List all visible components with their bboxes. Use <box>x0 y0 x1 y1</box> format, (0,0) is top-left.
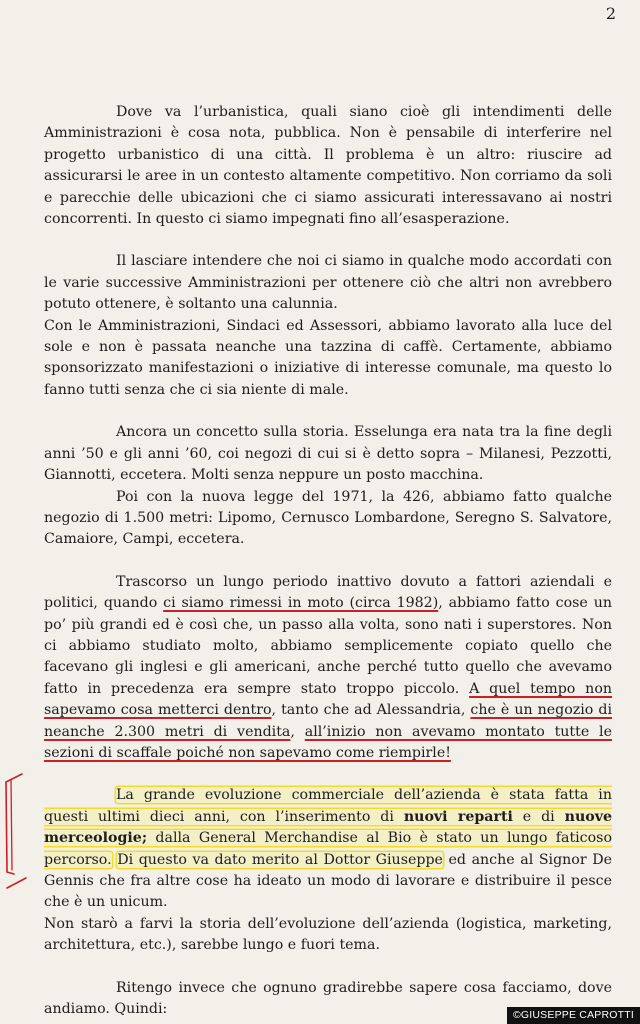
paragraph-legge-1971: Poi con la nuova legge del 1971, la 426, abbiamo fatto qualche negozio di 1.500 metri: Lipomo, Cernusco Lombardone, Seregno S. Salvatore, Camaiore, Campi, eccetera. <box>44 488 612 548</box>
red-underline-annotation: che è un negozio di neanche 2.300 metri di vendita <box>44 702 612 740</box>
bold-term: nuove merceologie; <box>44 808 612 847</box>
text-segment: e di <box>512 808 565 825</box>
paragraph-superstores <box>44 572 612 765</box>
document-body <box>44 102 612 1020</box>
paragraph-storia-azienda: Non starò a farvi la storia dell’evoluzione dell’azienda (logistica, marketing, architettura, etc.), sarebbe lungo e fuori tema. <box>44 915 612 954</box>
page-number: 2 <box>605 4 616 23</box>
text-segment: , <box>290 723 305 740</box>
text-segment: ed anche al Signor De Gennis che fra altre cose ha ideato un modo di lavorare e distribuire il pesce che è un unicum. <box>44 851 612 911</box>
yellow-highlight-annotation: Di questo va dato merito al Dottor Giuseppe <box>117 851 443 868</box>
paragraph-storia: Ancora un concetto sulla storia. Esselunga era nata tra la fine degli anni ’50 e gli anni ’60, coi negozi di cui si è detto sopra – Milanesi, Pezzotti, Giannotti, eccetera. Molti senza neppure un posto macchina. <box>44 424 612 484</box>
red-underline-annotation: A quel tempo non sapevamo cosa metterci dentro <box>44 680 613 719</box>
text-segment: dalla General Merchandise al Bio è stato un lungo faticoso percorso. <box>44 830 612 868</box>
paragraph-amministrazioni: Con le Amministrazioni, Sindaci ed Assessori, abbiamo lavorato alla luce del sole e non è passata neanche una tazzina di caffè. Certamente, abbiamo sponsorizzato manifestazioni o iniziative di interesse comunale, ma questo lo fanno tutti senza che ci sia niente di male. <box>44 317 612 398</box>
margin-line-mark <box>11 780 12 870</box>
paragraph-urbanistica: Dove va l’urbanistica, quali siano cioè gli intendimenti delle Amministrazioni è cosa nota, pubblica. Non è pensabile di interferire nel progetto urbanistico di una città. Il problema è un altro: riuscire ad assicurarsi le aree in un contesto altamente competitivo. Non corriamo da soli e parecchie delle ubicazioni che ci siamo assicurati interessavano ai nostri concorrenti. In questo ci siamo impegnati fino all’esasperazione. <box>44 104 612 228</box>
text-segment: , abbiamo fatto cose un po’ più grandi ed è così che, un passo alla volta, sono nati i superstores. Non ci abbiamo studiato molto, abbiamo semplicemente copiato quello che facevano gli inglesi e gli americani, anche perché tutto quello che avevamo fatto in precedenza era sempre stato troppo piccolo. <box>44 595 612 697</box>
text-segment: La grande evoluzione commerciale dell’azienda è stata fatta in questi ultimi dieci anni, con l’inserimento di <box>44 787 612 825</box>
text-segment: , tanto che ad Alessandria, <box>271 702 471 719</box>
red-underline-annotation: all’inizio non avevamo montato tutte le sezioni di scaffale poiché non sapevamo come riempirle! <box>44 723 612 761</box>
red-underline-annotation: ci siamo rimessi in moto (circa 1982) <box>163 595 439 612</box>
copyright-credit: ©GIUSEPPE CAPROTTI <box>507 1007 640 1024</box>
bold-term: nuovi reparti <box>403 808 513 825</box>
margin-tick-mark <box>7 878 26 888</box>
text-segment: Trascorso un lungo periodo inattivo dovuto a fattori aziendali e politici, quando <box>44 573 612 612</box>
paragraph-conclusione: Ritengo invece che ognuno gradirebbe sapere cosa facciamo, dove andiamo. Quindi: <box>44 979 612 1018</box>
paragraph-evoluzione <box>44 785 612 913</box>
margin-bracket-mark <box>6 774 22 874</box>
margin-annotation-marks <box>0 760 40 900</box>
paragraph-calunnia: Il lasciare intendere che noi ci siamo in qualche modo accordati con le varie successive Amministrazioni per ottenere ciò che altri non avrebbero potuto ottenere, è soltanto una calunnia. <box>44 253 612 313</box>
